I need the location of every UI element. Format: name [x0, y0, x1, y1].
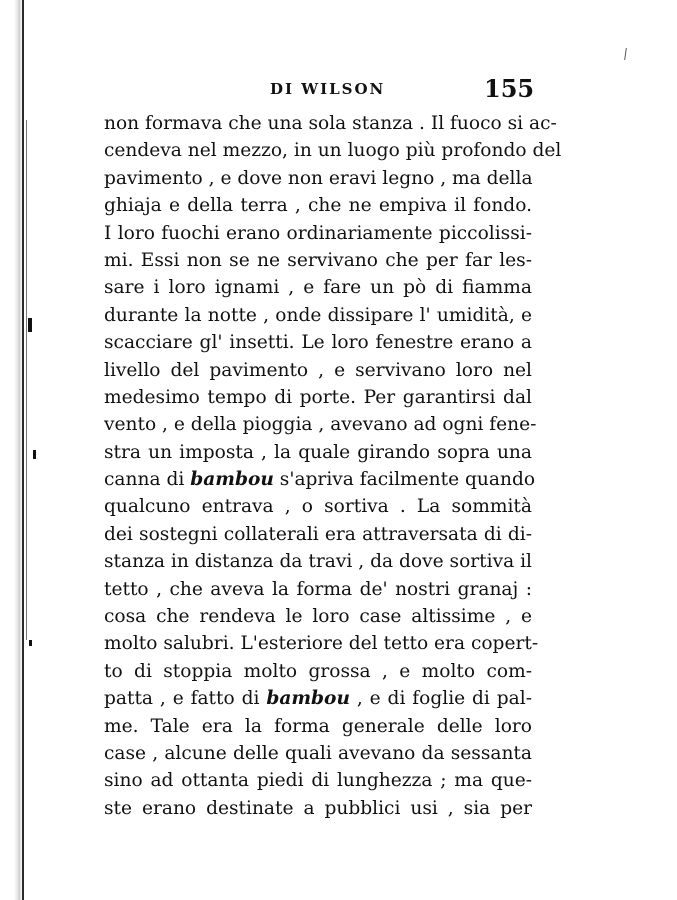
text-line: dei sostegni collaterali era attraversata di di- [104, 523, 532, 545]
text-segment: patta , e fatto di [104, 688, 267, 710]
italic-term: bambou [266, 688, 350, 710]
binding-edge-faint [26, 120, 27, 640]
text-line: non formava che una sola stanza . Il fuoco si ac- [104, 113, 557, 134]
page-number: 155 [484, 74, 535, 103]
text-line: pavimento , e dove non eravi legno , ma della [104, 167, 533, 189]
ink-speck [28, 318, 32, 332]
text-line: livello del pavimento , e servivano loro nel [104, 359, 532, 381]
text-segment: canna di [104, 469, 191, 491]
text-line: scacciare gl' insetti. Le loro fenestre erano a [104, 332, 532, 354]
text-line: ste erano destinate a pubblici usi , sia per [104, 797, 532, 819]
text-line: to di stoppia molto grossa , e molto com- [104, 660, 532, 682]
text-line: sare i loro ignami , e fare un pò di fiamma [104, 277, 532, 299]
text-line: ghiaja e della terra , che ne empiva il fondo. [104, 195, 532, 217]
text-line: durante la notte , onde dissipare l' umidità, e [104, 304, 532, 326]
text-line: sino ad ottanta piedi di lunghezza ; ma que- [104, 770, 532, 792]
text-line: medesimo tempo di porte. Per garantirsi dal [104, 386, 532, 408]
text-segment: , e di foglie di pal- [349, 688, 532, 710]
text-line: molto salubri. L'esteriore del tetto era copert- [104, 633, 539, 655]
text-segment: s'apriva facilmente quando [273, 469, 536, 491]
text-line: mi. Essi non se ne servivano che per far les- [104, 249, 532, 271]
text-line: tetto , che aveva la forma de' nostri granaj : [104, 578, 532, 600]
text-line: cosa che rendeva le loro case altissime , e [104, 606, 532, 628]
text-line: vento , e della pioggia , avevano ad ogni fene- [104, 414, 537, 436]
text-line: I loro fuochi erano ordinariamente piccolissi- [104, 222, 532, 244]
text-line [104, 466, 536, 493]
page-header [270, 74, 550, 104]
running-head: DI WILSON [270, 80, 386, 98]
binding-edge [22, 0, 24, 900]
ink-speck [29, 640, 32, 646]
text-line: case , alcune delle quali avevano da sessanta [104, 742, 532, 764]
italic-term: bambou [190, 469, 274, 491]
text-line: stra un imposta , la quale girando sopra una [104, 441, 532, 463]
text-line: cendeva nel mezzo, in un luogo più profondo del [104, 140, 562, 162]
ink-speck [33, 450, 36, 459]
text-line: stanza in distanza da travi , da dove sortiva il [104, 551, 532, 573]
body-text [104, 110, 562, 822]
stray-mark [624, 48, 627, 60]
text-line: me. Tale era la forma generale delle loro [104, 715, 532, 737]
page-gutter-shadow [14, 0, 22, 900]
text-line [104, 685, 532, 712]
text-line: qualcuno entrava , o sortiva . La sommità [104, 496, 532, 518]
